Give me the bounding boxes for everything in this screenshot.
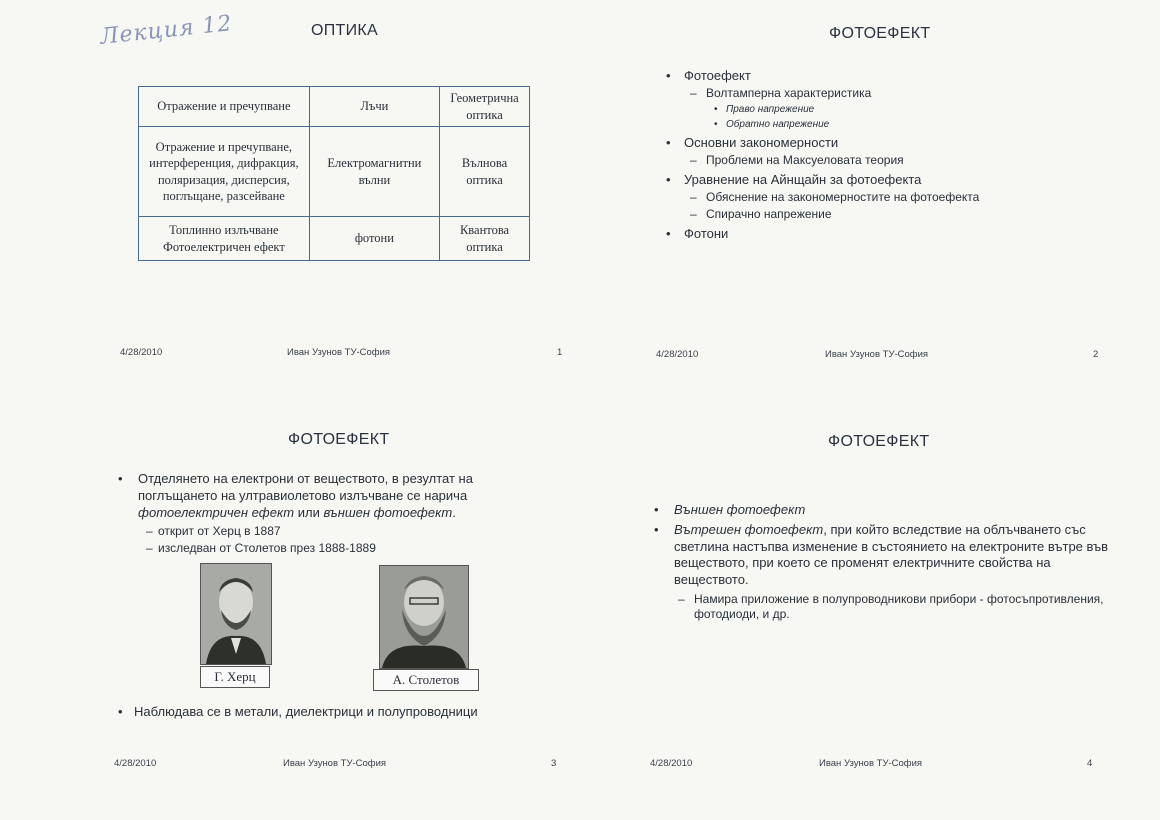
list-item: • Фотони xyxy=(662,226,1132,242)
dash-icon: – xyxy=(678,592,685,606)
slide3-title: ФОТОЕФЕКТ xyxy=(288,431,390,448)
slide2-footer-author: Иван Узунов ТУ-София xyxy=(825,349,929,360)
list-item: • Основни закономерности xyxy=(662,135,1132,151)
paragraph-text: Външен фотоефект xyxy=(674,502,806,517)
list-item: • Фотоефект xyxy=(662,68,1132,84)
bullet-icon: • xyxy=(654,502,659,517)
slide2-title: ФОТОЕФЕКТ xyxy=(829,25,931,42)
table-cell: фотони xyxy=(309,217,439,261)
slide3-paragraph xyxy=(118,470,538,521)
table-cell: Отражение и пречупване xyxy=(139,87,310,127)
slide3-footer-date: 4/28/2010 xyxy=(114,758,157,769)
slide4-item-external xyxy=(654,501,1114,518)
list-item: • Уравнение на Айнщайн за фотоефекта xyxy=(662,172,1132,188)
paragraph-text: , при който вследствие на облъчването със светлина настъпва изменение в състоянието на електроните вътре във веществото, при което се променят електричните свойства на веществото. xyxy=(674,522,1109,587)
list-item: – изследван от Столетов през 1888-1889 xyxy=(118,541,538,556)
table-cell: Вълнова оптика xyxy=(440,127,530,217)
slide1-footer-date: 4/28/2010 xyxy=(120,347,163,358)
table-row xyxy=(139,217,530,261)
handwritten-note: Лекция 12 xyxy=(99,11,234,50)
term-external-photoeffect: външен фотоефект xyxy=(323,505,453,520)
slide4-sub-item xyxy=(654,592,1114,622)
paragraph-text: или xyxy=(294,505,324,520)
slide3-bottom-bullet xyxy=(118,704,478,719)
bullet-icon: • xyxy=(118,471,123,486)
list-item: – Проблеми на Максуеловата теория xyxy=(662,153,1132,168)
table-cell: Геометрична оптика xyxy=(440,87,530,127)
slide2-bullet-list xyxy=(662,66,1132,244)
paragraph-text: Отделянето на електрони от веществото, в резултат на поглъщането на ултравиолетово излъчване се нарича xyxy=(138,471,473,503)
slide4-title: ФОТОЕФЕКТ xyxy=(828,433,930,450)
paragraph-text: . xyxy=(452,505,456,520)
bullet-icon: • xyxy=(654,522,659,537)
list-item: – Волтамперна характеристика xyxy=(662,86,1132,101)
slide2-footer-date: 4/28/2010 xyxy=(656,349,699,360)
table-cell: Топлинно излъчване Фотоелектричен ефект xyxy=(139,217,310,261)
slide2-footer-page: 2 xyxy=(1093,349,1099,360)
slide3-footer-author: Иван Узунов ТУ-София xyxy=(283,758,387,769)
hertz-portrait xyxy=(200,563,272,665)
list-item: • Обратно напрежение xyxy=(662,118,1132,131)
bullet-icon: • xyxy=(118,704,123,719)
table-cell: Отражение и пречупване, интерференция, дифракция, поляризация, дисперсия, поглъщане, разсейване xyxy=(139,127,310,217)
slide1-footer-page: 1 xyxy=(557,347,563,358)
table-row xyxy=(139,127,530,217)
stoletov-caption: А. Столетов xyxy=(373,669,479,691)
list-item: • Право напрежение xyxy=(662,103,1132,116)
slide4-footer-date: 4/28/2010 xyxy=(650,758,693,769)
term-photoelectric-effect: фотоелектричен ефект xyxy=(138,505,295,520)
table-cell: Квантова оптика xyxy=(440,217,530,261)
list-item: – открит от Херц в 1887 xyxy=(118,524,538,539)
list-item: – Спирачно напрежение xyxy=(662,207,1132,222)
table-row xyxy=(139,87,530,127)
paragraph-text: Наблюдава се в метали, диелектрици и полупроводници xyxy=(134,704,478,719)
slide3-footer-page: 3 xyxy=(551,758,557,769)
paragraph-text: Намира приложение в полупроводникови прибори - фотосъпротивления, фотодиоди, и др. xyxy=(694,592,1104,621)
table-cell: Лъчи xyxy=(309,87,439,127)
stoletov-portrait xyxy=(379,565,469,669)
slide3-sub-list xyxy=(118,522,538,558)
slide4-footer-author: Иван Узунов ТУ-София xyxy=(819,758,923,769)
slide1-title: ОПТИКА xyxy=(311,22,379,39)
table-cell: Електромагнитни вълни xyxy=(309,127,439,217)
list-item: – Обяснение на закономерностите на фотоефекта xyxy=(662,190,1132,205)
hertz-caption: Г. Херц xyxy=(200,666,270,688)
slide4-footer-page: 4 xyxy=(1087,758,1093,769)
slide4-item-internal xyxy=(654,522,1114,588)
slide1-footer-author: Иван Узунов ТУ-София xyxy=(287,347,391,358)
term-internal-photoeffect: Вътрешен фотоефект xyxy=(674,522,824,537)
optics-table xyxy=(138,86,530,261)
